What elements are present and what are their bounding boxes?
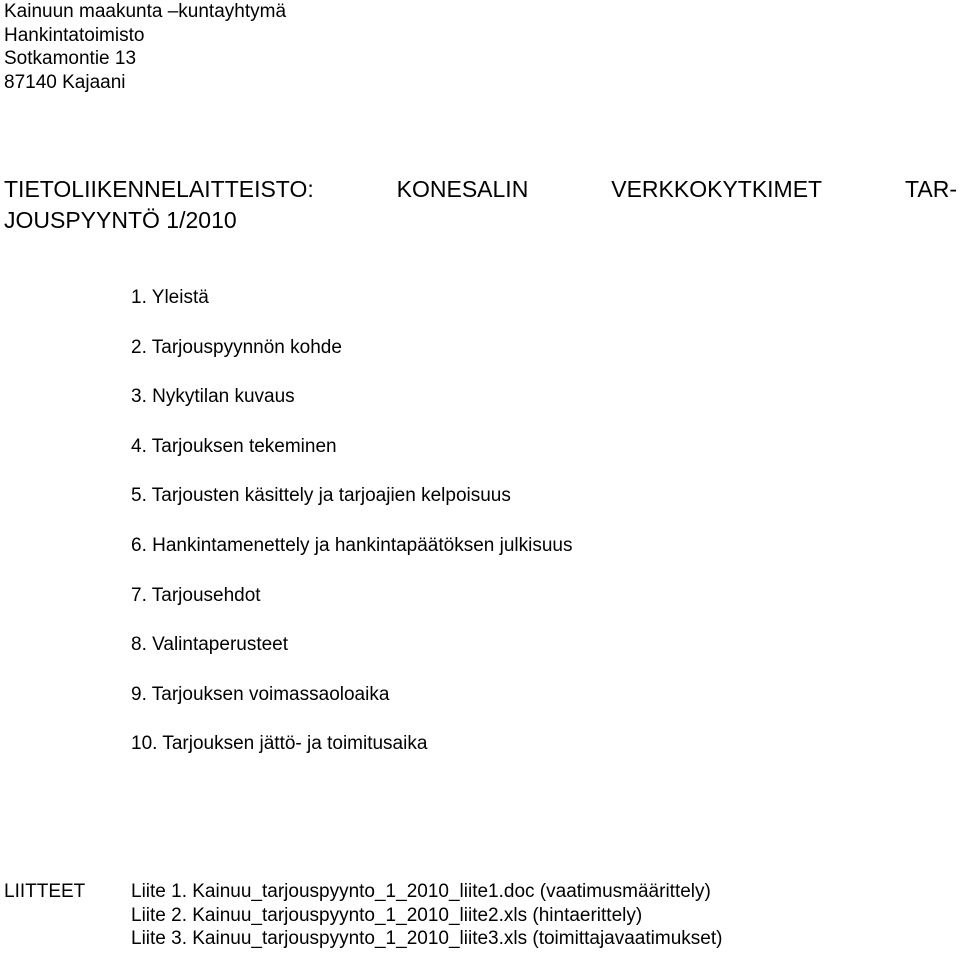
toc-item: 9. Tarjouksen voimassaoloaika	[131, 683, 390, 705]
toc-item: 4. Tarjouksen tekeminen	[131, 435, 337, 457]
title-word: KONESALIN	[396, 176, 529, 202]
attachment-item: Liite 2. Kainuu_tarjouspyynto_1_2010_liite2.xls (hintaerittely)	[131, 904, 643, 926]
attachments-heading: LIITTEET	[4, 881, 86, 902]
toc-item: 8. Valintaperusteet	[131, 634, 289, 656]
title-line-1	[4, 174, 957, 205]
title-word: VERKKOKYTKIMET	[611, 176, 823, 202]
document-title	[4, 174, 957, 236]
toc-item: 10. Tarjouksen jättö- ja toimitusaika	[131, 733, 428, 755]
sender-address	[4, 0, 286, 94]
toc-item: 5. Tarjousten käsittely ja tarjoajien kelpoisuus	[131, 485, 511, 507]
title-word: TIETOLIIKENNELAITTEISTO:	[4, 176, 314, 202]
title-line-2: JOUSPYYNTÖ 1/2010	[4, 207, 237, 233]
attachment-item: Liite 1. Kainuu_tarjouspyynto_1_2010_liite1.doc (vaatimusmäärittely)	[131, 881, 711, 902]
address-street: Sotkamontie 13	[4, 48, 137, 69]
toc-item: 6. Hankintamenettely ja hankintapäätöksen julkisuus	[131, 534, 573, 556]
address-city: 87140 Kajaani	[4, 71, 126, 93]
title-word: TAR-	[905, 176, 957, 202]
attachment-item: Liite 3. Kainuu_tarjouspyynto_1_2010_liite3.xls (toimittajavaatimukset)	[131, 928, 723, 949]
toc-item: 1. Yleistä	[131, 287, 209, 308]
table-of-contents	[131, 284, 573, 780]
toc-item: 7. Tarjousehdot	[131, 584, 261, 606]
address-department: Hankintatoimisto	[4, 24, 145, 46]
attachments-list	[131, 880, 722, 951]
toc-item: 2. Tarjouspyynnön kohde	[131, 336, 342, 358]
address-organization: Kainuun maakunta –kuntayhtymä	[4, 1, 287, 22]
toc-item: 3. Nykytilan kuvaus	[131, 386, 295, 408]
